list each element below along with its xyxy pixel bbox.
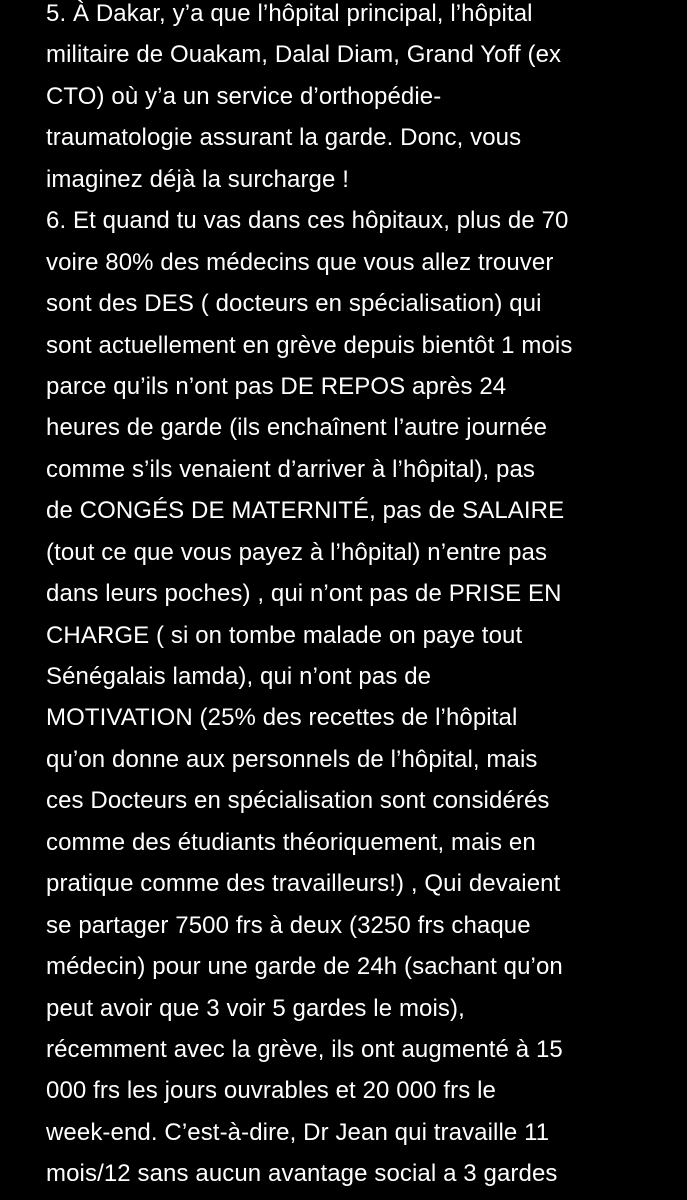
note-line: peut avoir que 3 voir 5 gardes le mois), [46,994,465,1022]
note-line: week-end. C’est-à-dire, Dr Jean qui travaille 11 [46,1118,550,1146]
note-line: CHARGE ( si on tombe malade on paye tout [46,621,523,649]
note-line: récemment avec la grève, ils ont augmenté à 15 [46,1035,563,1063]
note-line: comme s’ils venaient d’arriver à l’hôpital), pas [46,455,535,483]
note-body [46,0,676,1195]
note-line: médecin) pour une garde de 24h (sachant qu’on [46,953,563,981]
note-line: dans leurs poches) , qui n’ont pas de PRISE EN [46,580,562,608]
note-line: CTO) où y’a un service d’orthopédie- [46,82,442,110]
note-line: heures de garde (ils enchaînent l’autre journée [46,414,548,442]
note-line: militaire de Ouakam, Dalal Diam, Grand Yoff (ex [46,41,562,69]
note-line: sont actuellement en grève depuis bientôt 1 mois [46,331,573,359]
note-line: voire 80% des médecins que vous allez trouver [46,248,554,276]
note-line: (tout ce que vous payez à l’hôpital) n’entre pas [46,538,548,566]
note-line: parce qu’ils n’ont pas DE REPOS après 24 [46,372,507,400]
note-line: sont des DES ( docteurs en spécialisation) qui [46,290,542,318]
note-line: 000 frs les jours ouvrables et 20 000 frs le [46,1077,496,1105]
note-line: Sénégalais lamda), qui n’ont pas de [46,663,432,690]
note-line: imaginez déjà la surcharge ! [46,165,349,193]
note-line: 6. Et quand tu vas dans ces hôpitaux, plus de 70 [46,207,569,235]
note-line: traumatologie assurant la garde. Donc, vous [46,124,522,152]
note-line: pratique comme des travailleurs!) , Qui devaient [46,870,561,898]
note-line: ces Docteurs en spécialisation sont considérés [46,787,550,815]
note-line: se partager 7500 frs à deux (3250 frs chaque [46,911,531,939]
note-line: comme des étudiants théoriquement, mais en [46,828,536,856]
note-line: mois/12 sans aucun avantage social a 3 gardes [46,1160,558,1188]
note-line: de CONGÉS DE MATERNITÉ, pas de SALAIRE [46,497,565,525]
note-line: qu’on donne aux personnels de l’hôpital, mais [46,745,538,773]
note-line: 5. À Dakar, y’a que l’hôpital principal, l’hôpital [46,0,533,27]
note-line: MOTIVATION (25% des recettes de l’hôpital [46,704,518,732]
